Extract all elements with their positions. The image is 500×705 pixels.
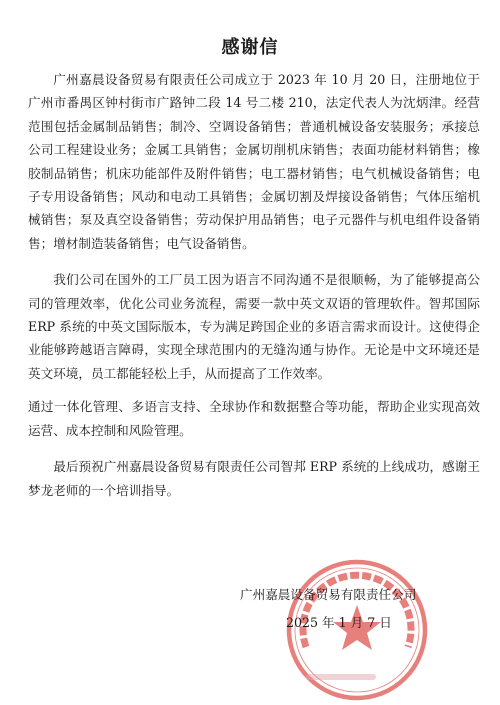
letter-title: 感谢信: [221, 37, 279, 58]
paragraph-closing: 最后预祝广州嘉晨设备贸易有限责任公司智邦 ERP 系统的上线成功，感谢王梦龙老师的一个培训指导。: [28, 459, 480, 498]
paragraph-erp-need: 我们公司在国外的工厂员工因为语言不同沟通不是很顺畅，为了能够提高公司的管理效率，优化公司业务流程，需要一款中英文双语的管理软件。智邦国际 ERP 系统的中英文国际版本，专为满足跨国企业的多语言需求而设计。这使得企业能够跨越语言障碍，实现全球范围内的无缝沟通与协作。无论是中文环境还是英文环境，员工都能轻松上手，从而提高了工作效率。: [28, 272, 480, 381]
paragraph-company-profile: 广州嘉晨设备贸易有限责任公司成立于 2023 年 10 月 20 日，注册地位于广州市番禺区钟村街市广路钟二段 14 号二楼 210，法定代表人为沈炳津。经营范围包括金属制品销售；制冷、空调设备销售；普通机械设备安装服务；承接总公司工程建设业务；金属工具销售；金属切削机床销售；表面功能材料销售；橡胶制品销售；机床功能部件及附件销售；电工器材销售；电气机械设备销售；电子专用设备销售；风动和电动工具销售；金属切割及焊接设备销售；气体压缩机械销售；泵及真空设备销售；劳动保护用品销售；电子元器件与机电组件设备销售；增材制造装备销售；电气设备销售。: [28, 72, 480, 251]
letter-body: [28, 68, 480, 502]
watermark-blur: [306, 672, 376, 682]
signature-date: 2025 年 1 月 7 日: [286, 615, 392, 630]
signature-company: 广州嘉晨设备贸易有限责任公司: [240, 587, 417, 602]
paragraph-erp-features: 通过一体化管理、多语言支持、全球协作和数据整合等功能，帮助企业实现高效运营、成本控制和风险管理。: [28, 399, 480, 438]
